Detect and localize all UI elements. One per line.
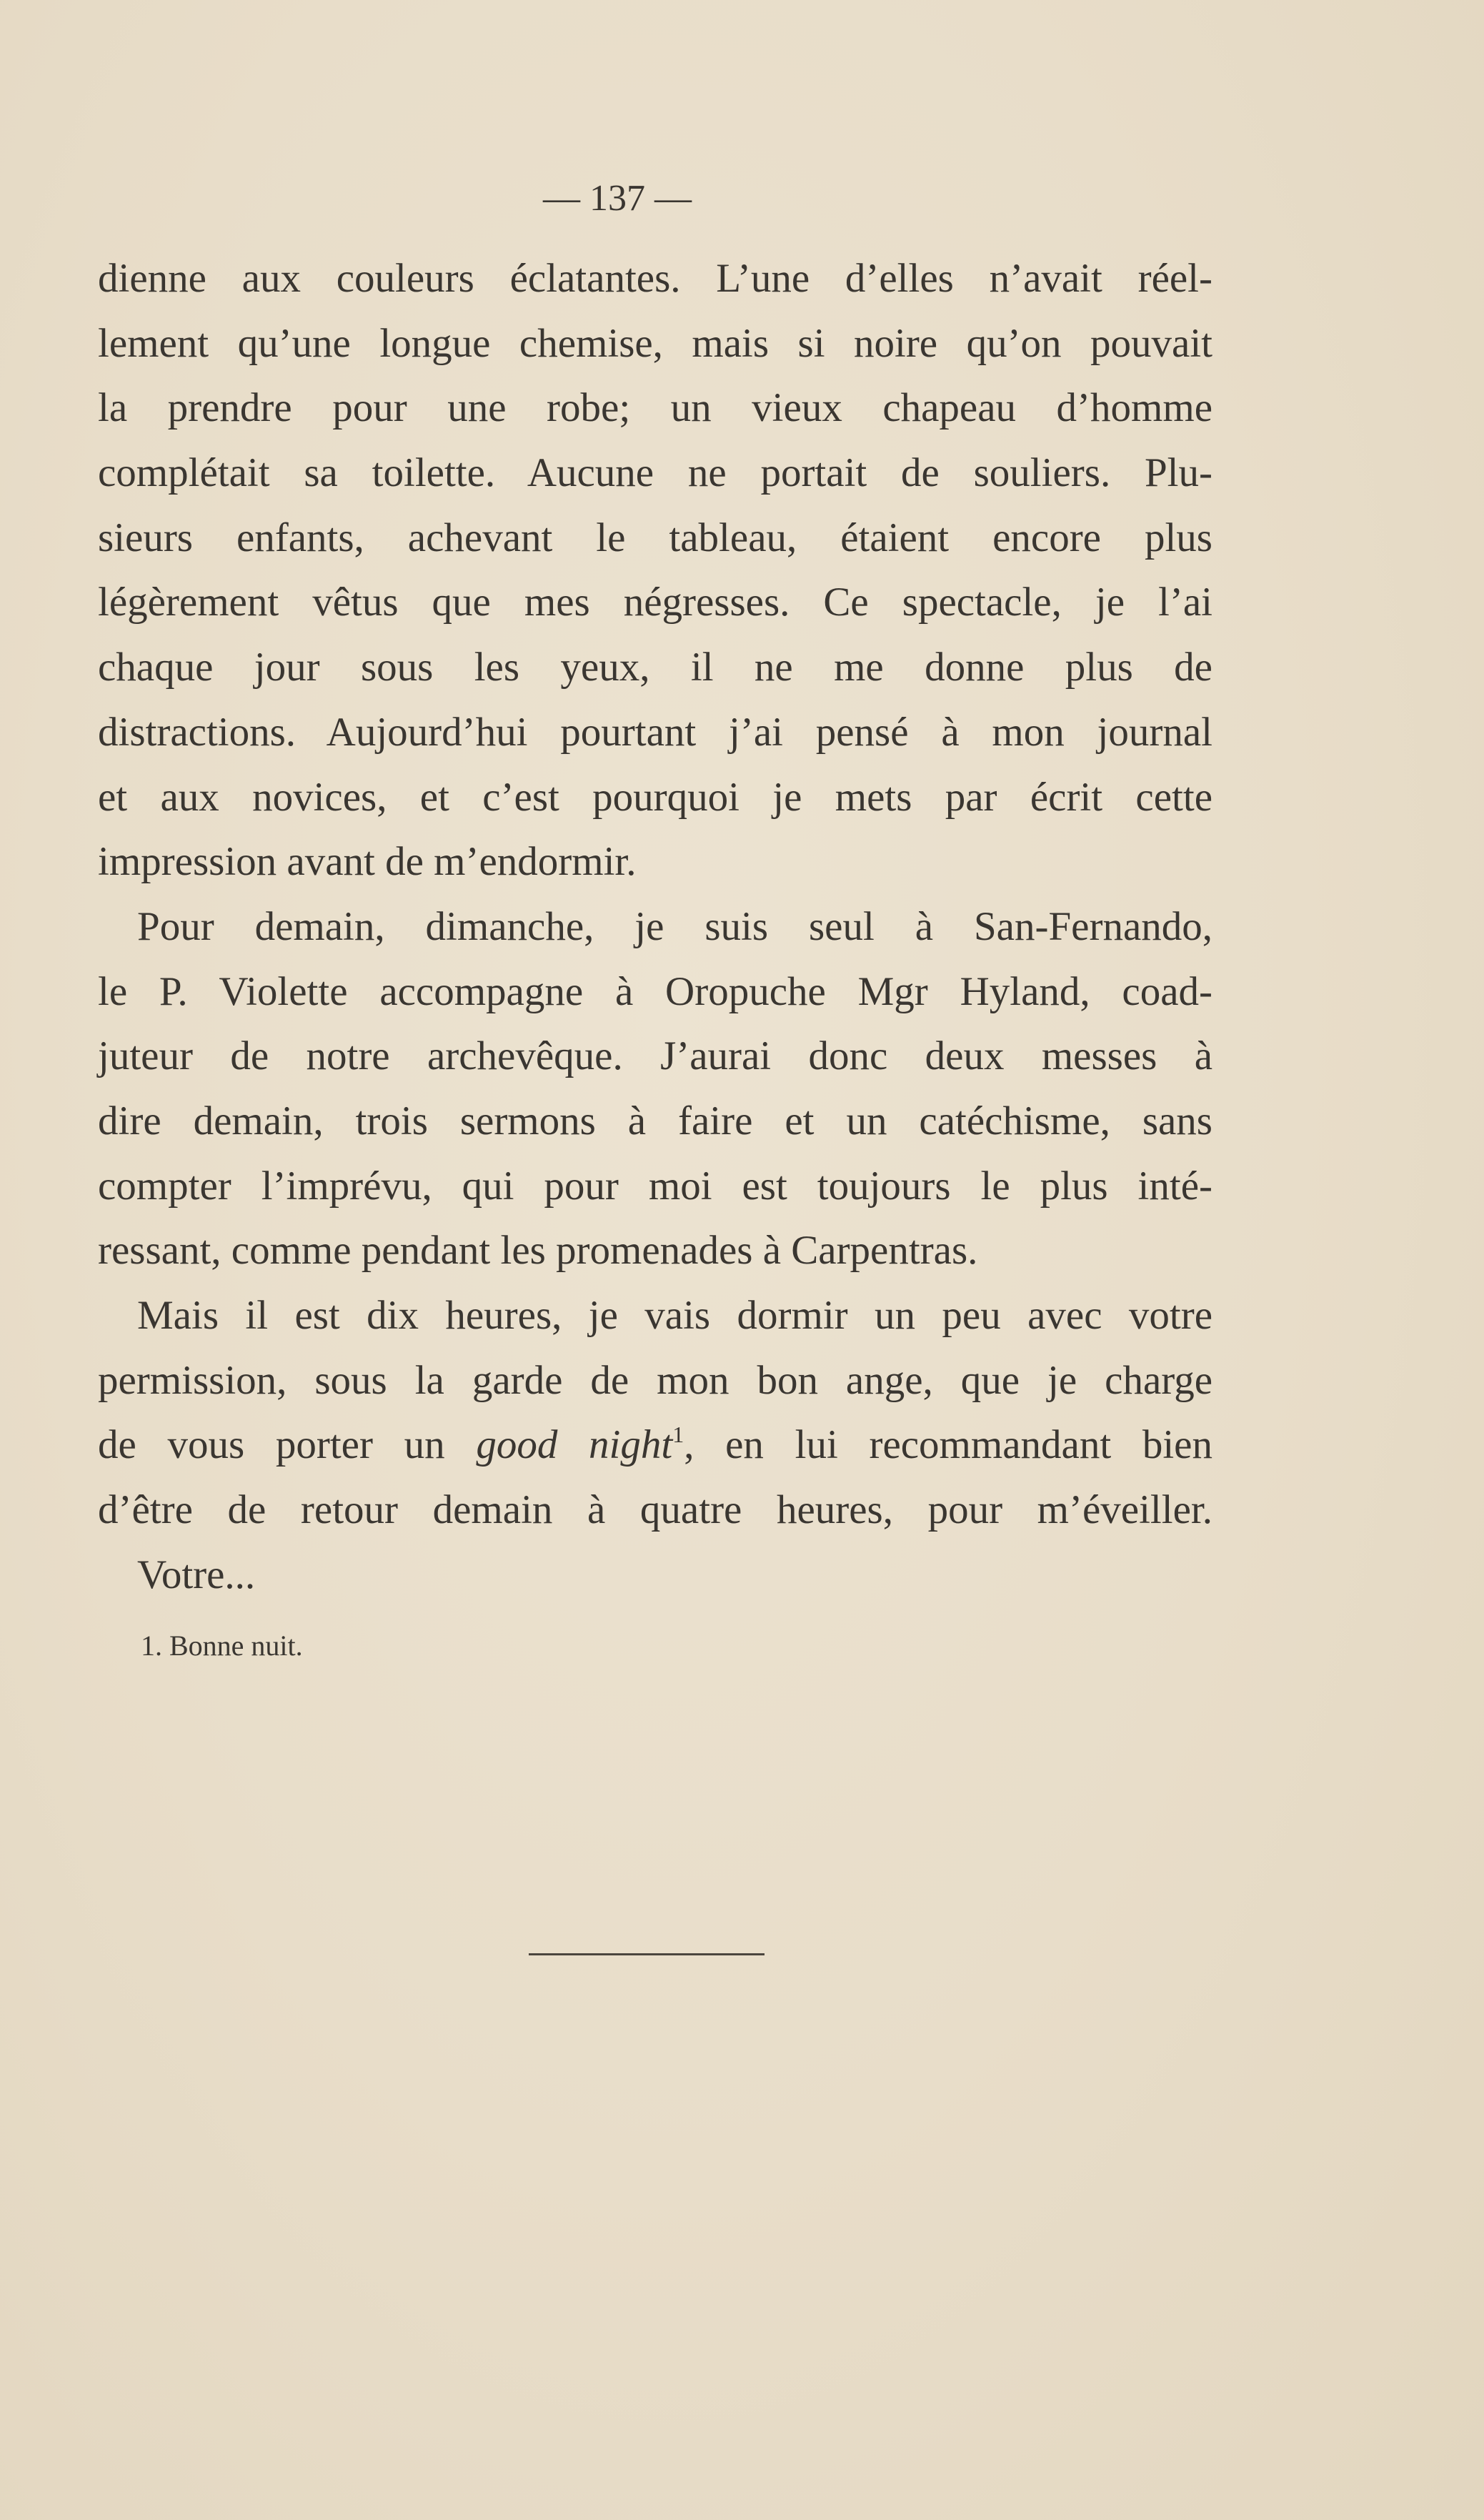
text-line: Mais il est dix heures, je vais dormir un peu avec votre: [137, 1293, 1212, 1338]
text-line: chaque jour sous les yeux, il ne me donne plus de: [98, 645, 1212, 690]
line-start: de vous porter un: [98, 1422, 477, 1468]
text-line: la prendre pour une robe; un vieux chapeau d’homme: [98, 385, 1212, 431]
footnote: 1. Bonne nuit.: [141, 1629, 303, 1662]
text-line: le P. Violette accompagne à Oropuche Mgr Hyland, coad-: [98, 968, 1212, 1014]
text-line: juteur de notre archevêque. J’aurai donc deux messes à: [98, 1033, 1212, 1079]
text-line: légèrement vêtus que mes négresses. Ce spectacle, je l’ai: [98, 580, 1212, 625]
footnote-reference: 1: [672, 1422, 684, 1448]
text-line: ressant, comme pendant les promenades à Carpentras.: [98, 1228, 978, 1274]
text-line: dienne aux couleurs éclatantes. L’une d’elles n’avait réel-: [98, 256, 1212, 301]
italic-phrase: good night: [476, 1422, 673, 1468]
line-end: , en lui recommandant bien: [684, 1422, 1212, 1468]
text-line: impression avant de m’endormir.: [98, 839, 637, 885]
text-line: complétait sa toilette. Aucune ne portait de souliers. Plu-: [98, 450, 1212, 496]
text-line: sieurs enfants, achevant le tableau, étaient encore plus: [98, 515, 1212, 560]
text-line: et aux novices, et c’est pourquoi je mets par écrit cette: [98, 774, 1212, 820]
text-line-with-footnote: [98, 1413, 1212, 1478]
body-text: [98, 247, 1212, 1607]
text-line: d’être de retour demain à quatre heures, pour m’éveiller.: [98, 1487, 1212, 1533]
text-line: distractions. Aujourd’hui pourtant j’ai pensé à mon journal: [98, 709, 1212, 755]
end-rule: [529, 1953, 765, 1955]
closing: Votre...: [137, 1552, 256, 1597]
text-line: dire demain, trois sermons à faire et un catéchisme, sans: [98, 1098, 1212, 1144]
text-line: lement qu’une longue chemise, mais si noire qu’on pouvait: [98, 320, 1212, 366]
text-line: compter l’imprévu, qui pour moi est toujours le plus inté-: [98, 1163, 1212, 1209]
text-line: permission, sous la garde de mon bon ange, que je charge: [98, 1357, 1212, 1403]
text-line: Pour demain, dimanche, je suis seul à San-Fernando,: [137, 903, 1212, 949]
page-number: — 137 —: [543, 178, 692, 219]
